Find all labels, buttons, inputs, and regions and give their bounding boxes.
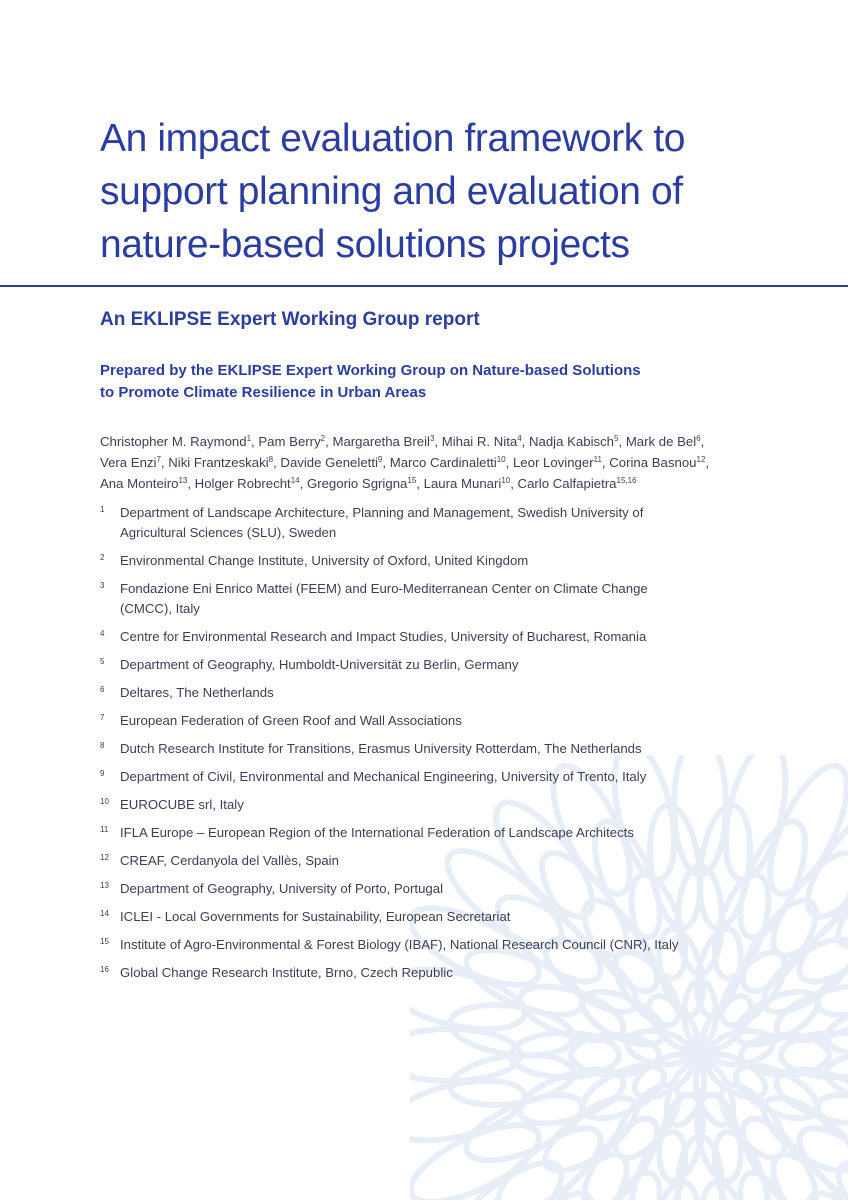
author: Ana Monteiro$^{13}$, — [100, 476, 195, 491]
affiliation-item: 2 Environmental Change Institute, University of Oxford, United Kingdom — [100, 551, 820, 571]
affiliation-number: 1 — [100, 505, 105, 514]
affiliation-item: 3 Fondazione Eni Enrico Mattei (FEEM) and Euro-Mediterranean Center on Climate Change (CMCC), Italy — [100, 579, 820, 619]
author-line — [100, 431, 800, 452]
affiliation-number: 13 — [100, 881, 109, 890]
title-line: nature-based solutions projects — [100, 223, 630, 266]
affiliation-item: 14 ICLEI - Local Governments for Sustainability, European Secretariat — [100, 907, 820, 927]
author: Holger Robrecht$^{14}$, — [194, 476, 307, 491]
author: Marco Cardinaletti$^{10}$, — [389, 455, 513, 470]
author: Christopher M. Raymond$^1$, — [100, 434, 259, 449]
affiliation-number: 12 — [100, 853, 109, 862]
affiliation-item: 1 Department of Landscape Architecture, Planning and Management, Swedish University of Agricultural Sciences (SLU), Sweden — [100, 503, 820, 543]
affiliation-list — [100, 503, 820, 991]
prepared-line: Prepared by the EKLIPSE Expert Working Group on Nature-based Solutions — [100, 362, 641, 379]
author: Mark de Bel$^6$, — [625, 434, 705, 449]
flower-center — [686, 1041, 714, 1069]
affiliation-number: 3 — [100, 581, 105, 590]
title-line: support planning and evaluation of — [100, 170, 683, 213]
author: Davide Geneletti$^9$, — [280, 455, 390, 470]
affiliation-number: 11 — [100, 825, 109, 834]
affiliation-item: 4 Centre for Environmental Research and Impact Studies, University of Bucharest, Romania — [100, 627, 820, 647]
affiliation-item: 9 Department of Civil, Environmental and Mechanical Engineering, University of Trento, Italy — [100, 767, 820, 787]
author: Leor Lovinger$^{11}$, — [512, 455, 610, 470]
author: Pam Berry$^2$, — [258, 434, 333, 449]
author: Corina Basnou$^{12}$, — [609, 455, 710, 470]
affiliation-number: 10 — [100, 797, 109, 806]
affiliation-number: 4 — [100, 629, 105, 638]
author-list — [100, 431, 800, 494]
author: Niki Frantzeskaki$^8$, — [168, 455, 281, 470]
author: Margaretha Breil$^3$, — [332, 434, 442, 449]
author: Nadja Kabisch$^5$, — [528, 434, 626, 449]
author: Laura Munari$^{10}$, — [423, 476, 518, 491]
affiliation-item: 6 Deltares, The Netherlands — [100, 683, 820, 703]
affiliation-item: 8 Dutch Research Institute for Transitions, Erasmus University Rotterdam, The Netherlands — [100, 739, 820, 759]
affiliation-number: 15 — [100, 937, 109, 946]
affiliation-number: 8 — [100, 741, 105, 750]
prepared-by-statement — [100, 360, 641, 404]
report-subtitle: An EKLIPSE Expert Working Group report — [100, 309, 480, 330]
author-line — [100, 452, 800, 473]
affiliation-item: 11 IFLA Europe – European Region of the International Federation of Landscape Architects — [100, 823, 820, 843]
title-line: An impact evaluation framework to — [100, 117, 686, 160]
affiliation-item: 15 Institute of Agro-Environmental & Forest Biology (IBAF), National Research Council (CNR), Italy — [100, 935, 820, 955]
affiliation-number: 16 — [100, 965, 109, 974]
affiliation-number: 5 — [100, 657, 105, 666]
author-line — [100, 473, 800, 494]
affiliation-item: 5 Department of Geography, Humboldt-Universität zu Berlin, Germany — [100, 655, 820, 675]
affiliation-number: 7 — [100, 713, 105, 722]
report-title — [100, 112, 800, 271]
title-divider — [0, 285, 848, 287]
author: Gregorio Sgrigna$^{15}$, — [306, 476, 424, 491]
prepared-line: to Promote Climate Resilience in Urban Areas — [100, 384, 427, 401]
affiliation-number: 6 — [100, 685, 105, 694]
affiliation-item: 13 Department of Geography, University of Porto, Portugal — [100, 879, 820, 899]
affiliation-item: 16 Global Change Research Institute, Brno, Czech Republic — [100, 963, 820, 983]
author: Mihai R. Nita$^4$, — [441, 434, 529, 449]
affiliation-number: 9 — [100, 769, 105, 778]
author: Vera Enzi$^7$, — [100, 455, 169, 470]
affiliation-number: 14 — [100, 909, 109, 918]
affiliation-item: 12 CREAF, Cerdanyola del Vallès, Spain — [100, 851, 820, 871]
affiliation-item: 7 European Federation of Green Roof and Wall Associations — [100, 711, 820, 731]
author: Carlo Calfapietra$^{15,16}$ — [517, 476, 637, 491]
affiliation-item: 10 EUROCUBE srl, Italy — [100, 795, 820, 815]
affiliation-number: 2 — [100, 553, 105, 562]
